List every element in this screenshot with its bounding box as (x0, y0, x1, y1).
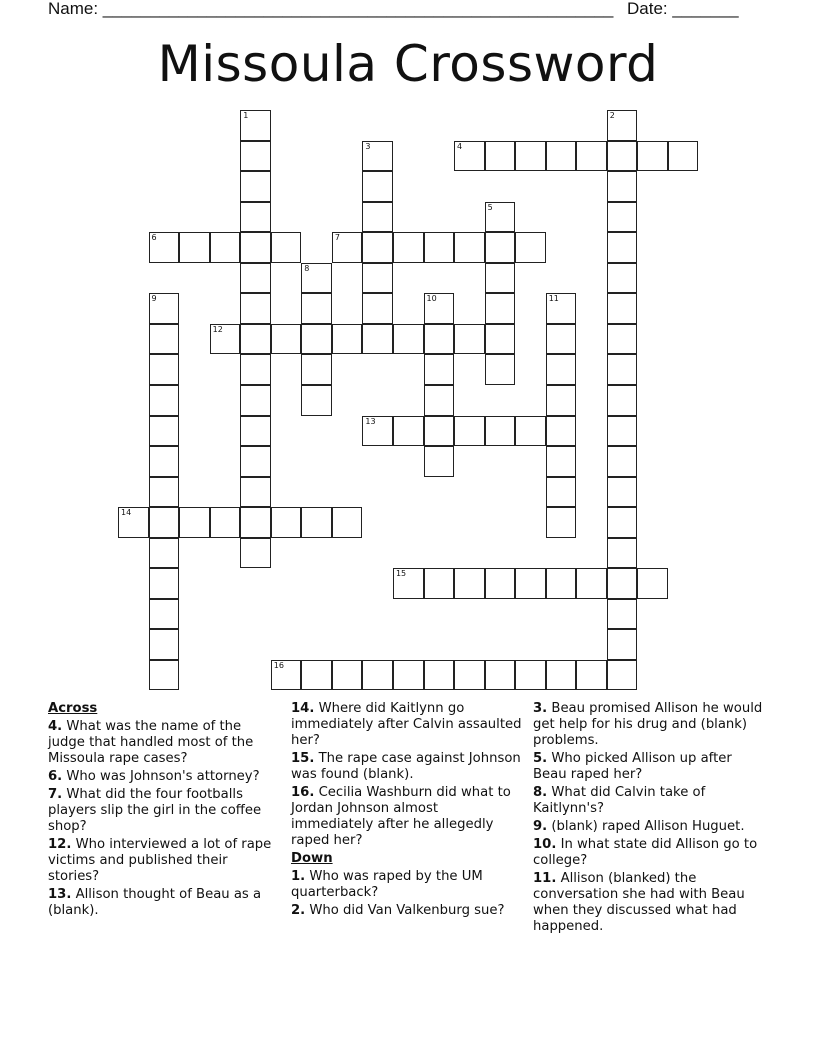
grid-cell[interactable] (637, 141, 668, 172)
cell-number: 6 (151, 233, 157, 243)
grid-cell[interactable] (210, 232, 241, 263)
clue-text: Where did Kaitlynn go immediately after Calvin assaulted her? (291, 701, 522, 748)
grid-cell[interactable] (240, 354, 271, 385)
grid-cell[interactable] (149, 354, 180, 385)
name-field-label: Name: ______________________________________________________ (48, 0, 614, 18)
clue-number: 11. (533, 871, 557, 886)
grid-cell[interactable] (515, 568, 546, 599)
grid-cell[interactable] (149, 599, 180, 630)
grid-cell[interactable] (149, 324, 180, 355)
down-clue (291, 903, 523, 919)
clue-number: 1. (291, 869, 306, 884)
date-field-label: Date: _______ (627, 0, 739, 18)
clue-number: 16. (291, 785, 315, 800)
grid-cell[interactable] (607, 446, 638, 477)
across-clue (291, 751, 523, 783)
grid-cell[interactable] (362, 324, 393, 355)
grid-cell[interactable] (454, 324, 485, 355)
grid-cell[interactable] (485, 660, 516, 691)
cell-number: 13 (365, 416, 376, 426)
page-title: Missoula Crossword (157, 35, 659, 93)
grid-cell[interactable] (393, 324, 424, 355)
grid-cell[interactable] (362, 416, 393, 447)
grid-cell[interactable] (546, 568, 577, 599)
across-clue (48, 769, 280, 785)
grid-cell[interactable] (546, 324, 577, 355)
across-clue (48, 887, 280, 919)
cell-number: 12 (212, 324, 223, 334)
clue-number: 9. (533, 819, 548, 834)
grid-cell[interactable] (332, 324, 363, 355)
grid-cell[interactable] (607, 202, 638, 233)
down-clue (533, 785, 769, 817)
grid-cell[interactable] (393, 232, 424, 263)
cell-number: 11 (548, 294, 559, 304)
clue-number: 13. (48, 887, 72, 902)
cell-number: 7 (334, 233, 340, 243)
grid-cell[interactable] (607, 477, 638, 508)
grid-cell[interactable] (607, 293, 638, 324)
grid-cell[interactable] (454, 141, 485, 172)
grid-cell[interactable] (607, 660, 638, 691)
grid-cell[interactable] (240, 416, 271, 447)
clue-number: 3. (533, 701, 548, 716)
grid-cell[interactable] (424, 446, 455, 477)
clue-text: What did the four footballs players slip the girl in the coffee shop? (48, 787, 262, 834)
grid-cell[interactable] (149, 477, 180, 508)
grid-cell[interactable] (240, 171, 271, 202)
grid-cell[interactable] (210, 324, 241, 355)
grid-cell[interactable] (240, 477, 271, 508)
down-clue (291, 869, 523, 901)
grid-cell[interactable] (576, 141, 607, 172)
grid-cell[interactable] (240, 232, 271, 263)
clue-text: Who interviewed a lot of rape victims and published their stories? (48, 837, 272, 884)
grid-cell[interactable] (240, 538, 271, 569)
grid-cell[interactable] (240, 110, 271, 141)
grid-cell[interactable] (301, 507, 332, 538)
grid-cell[interactable] (607, 141, 638, 172)
grid-cell[interactable] (271, 507, 302, 538)
grid-cell[interactable] (485, 354, 516, 385)
grid-cell[interactable] (485, 141, 516, 172)
grid-cell[interactable] (118, 507, 149, 538)
grid-cell[interactable] (301, 660, 332, 691)
grid-cell[interactable] (240, 446, 271, 477)
grid-cell[interactable] (424, 660, 455, 691)
grid-cell[interactable] (515, 232, 546, 263)
grid-cell[interactable] (149, 507, 180, 538)
cell-number: 15 (395, 569, 407, 579)
clue-number: 7. (48, 787, 63, 802)
grid-cell[interactable] (607, 385, 638, 416)
grid-cell[interactable] (454, 232, 485, 263)
clue-number: 10. (533, 837, 557, 852)
grid-cell[interactable] (210, 507, 241, 538)
clue-number: 2. (291, 903, 306, 918)
grid-cell[interactable] (240, 385, 271, 416)
grid-cell[interactable] (668, 141, 699, 172)
grid-cell[interactable] (607, 263, 638, 294)
clues-column-1 (48, 701, 280, 921)
grid-cell[interactable] (362, 141, 393, 172)
down-clue (533, 751, 769, 783)
grid-cell[interactable] (637, 568, 668, 599)
grid-cell[interactable] (607, 568, 638, 599)
grid-cell[interactable] (149, 629, 180, 660)
clue-number: 8. (533, 785, 548, 800)
across-clue (291, 785, 523, 849)
grid-cell[interactable] (179, 507, 210, 538)
grid-cell[interactable] (149, 568, 180, 599)
grid-cell[interactable] (424, 293, 455, 324)
grid-cell[interactable] (546, 446, 577, 477)
grid-cell[interactable] (607, 599, 638, 630)
clue-text: Who did Van Valkenburg sue? (309, 903, 505, 918)
cell-number: 1 (243, 111, 249, 120)
down-clue (533, 837, 769, 869)
grid-cell[interactable] (301, 263, 332, 294)
grid-cell[interactable] (362, 202, 393, 233)
grid-cell[interactable] (546, 507, 577, 538)
down-heading: Down (291, 851, 333, 866)
grid-cell[interactable] (301, 385, 332, 416)
clue-text: Cecilia Washburn did what to Jordan Johnson almost immediately after he allegedly raped her? (291, 785, 511, 848)
grid-cell[interactable] (546, 477, 577, 508)
across-heading: Across (48, 701, 98, 716)
grid-cell[interactable] (179, 232, 210, 263)
clue-text: Who was raped by the UM quarterback? (291, 869, 483, 900)
grid-cell[interactable] (607, 507, 638, 538)
clue-text: Who was Johnson's attorney? (66, 769, 260, 784)
grid-cell[interactable] (271, 660, 302, 691)
grid-cell[interactable] (301, 293, 332, 324)
grid-cell[interactable] (149, 660, 180, 691)
grid-cell[interactable] (332, 232, 363, 263)
across-clue (291, 701, 523, 749)
grid-cell[interactable] (149, 416, 180, 447)
grid-cell[interactable] (240, 293, 271, 324)
grid-cell[interactable] (149, 293, 180, 324)
grid-cell[interactable] (485, 293, 516, 324)
down-clue (533, 871, 769, 935)
grid-cell[interactable] (576, 568, 607, 599)
cell-number: 16 (273, 660, 284, 670)
grid-cell[interactable] (485, 416, 516, 447)
clue-text: Beau promised Allison he would get help for his drug and (blank) problems. (533, 701, 763, 748)
grid-cell[interactable] (607, 324, 638, 355)
grid-cell[interactable] (149, 232, 180, 263)
grid-cell[interactable] (454, 416, 485, 447)
grid-cell[interactable] (424, 416, 455, 447)
grid-cell[interactable] (424, 354, 455, 385)
grid-cell[interactable] (485, 232, 516, 263)
across-clue (48, 787, 280, 835)
clue-number: 4. (48, 719, 63, 734)
grid-cell[interactable] (607, 171, 638, 202)
clues-column-2 (291, 701, 523, 921)
grid-cell[interactable] (362, 660, 393, 691)
cell-number: 4 (457, 141, 463, 151)
clue-text: The rape case against Johnson was found (blank). (291, 751, 521, 782)
grid-cell[interactable] (485, 263, 516, 294)
clue-text: What did Calvin take of Kaitlynn's? (533, 785, 706, 816)
grid-cell[interactable] (546, 293, 577, 324)
grid-cell[interactable] (149, 385, 180, 416)
grid-cell[interactable] (240, 141, 271, 172)
down-clue (533, 819, 769, 835)
grid-cell[interactable] (240, 324, 271, 355)
grid-cell[interactable] (362, 293, 393, 324)
down-clue (533, 701, 769, 749)
clue-number: 14. (291, 701, 315, 716)
grid-cell[interactable] (393, 660, 424, 691)
cell-number: 14 (121, 508, 132, 518)
grid-cell[interactable] (332, 660, 363, 691)
grid-cell[interactable] (576, 660, 607, 691)
clues-column-3 (533, 701, 769, 937)
grid-cell[interactable] (301, 324, 332, 355)
grid-cell[interactable] (240, 507, 271, 538)
clue-number: 6. (48, 769, 63, 784)
grid-cell[interactable] (546, 354, 577, 385)
grid-cell[interactable] (149, 538, 180, 569)
clue-text: (blank) raped Allison Huguet. (551, 819, 745, 834)
grid-cell[interactable] (424, 232, 455, 263)
grid-cell[interactable] (424, 568, 455, 599)
grid-cell[interactable] (424, 324, 455, 355)
grid-cell[interactable] (607, 110, 638, 141)
grid-cell[interactable] (393, 416, 424, 447)
cell-number: 10 (426, 294, 437, 304)
grid-cell[interactable] (362, 263, 393, 294)
clue-number: 12. (48, 837, 72, 852)
grid-cell[interactable] (240, 202, 271, 233)
grid-cell[interactable] (546, 416, 577, 447)
clue-text: In what state did Allison go to college? (533, 837, 758, 868)
grid-cell[interactable] (546, 660, 577, 691)
grid-cell[interactable] (546, 141, 577, 172)
grid-cell[interactable] (607, 629, 638, 660)
clue-text: What was the name of the judge that handled most of the Missoula rape cases? (48, 719, 254, 766)
grid-cell[interactable] (546, 385, 577, 416)
grid-cell[interactable] (515, 416, 546, 447)
grid-cell[interactable] (332, 507, 363, 538)
grid-cell[interactable] (485, 324, 516, 355)
grid-cell[interactable] (485, 568, 516, 599)
grid-cell[interactable] (362, 232, 393, 263)
grid-cell[interactable] (424, 385, 455, 416)
cell-number: 3 (365, 141, 371, 151)
clue-text: Allison thought of Beau as a (blank). (48, 887, 262, 918)
grid-cell[interactable] (607, 232, 638, 263)
cell-number: 2 (609, 111, 615, 120)
grid-cell[interactable] (271, 324, 302, 355)
grid-cell[interactable] (607, 416, 638, 447)
grid-cell[interactable] (393, 568, 424, 599)
grid-cell[interactable] (454, 568, 485, 599)
clue-text: Allison (blanked) the conversation she had with Beau when they discussed what had happened. (533, 871, 745, 934)
grid-cell[interactable] (485, 202, 516, 233)
grid-cell[interactable] (607, 354, 638, 385)
grid-cell[interactable] (515, 141, 546, 172)
grid-cell[interactable] (515, 660, 546, 691)
clue-number: 15. (291, 751, 315, 766)
across-clue (48, 837, 280, 885)
clue-number: 5. (533, 751, 548, 766)
clue-text: Who picked Allison up after Beau raped her? (533, 751, 732, 782)
grid-cell[interactable] (149, 446, 180, 477)
cell-number: 5 (487, 202, 493, 212)
across-clue (48, 719, 280, 767)
grid-cell[interactable] (240, 263, 271, 294)
cell-number: 8 (304, 263, 310, 273)
cell-number: 9 (151, 294, 157, 304)
grid-cell[interactable] (301, 354, 332, 385)
grid-cell[interactable] (271, 232, 302, 263)
grid-cell[interactable] (454, 660, 485, 691)
grid-cell[interactable] (362, 171, 393, 202)
grid-cell[interactable] (607, 538, 638, 569)
